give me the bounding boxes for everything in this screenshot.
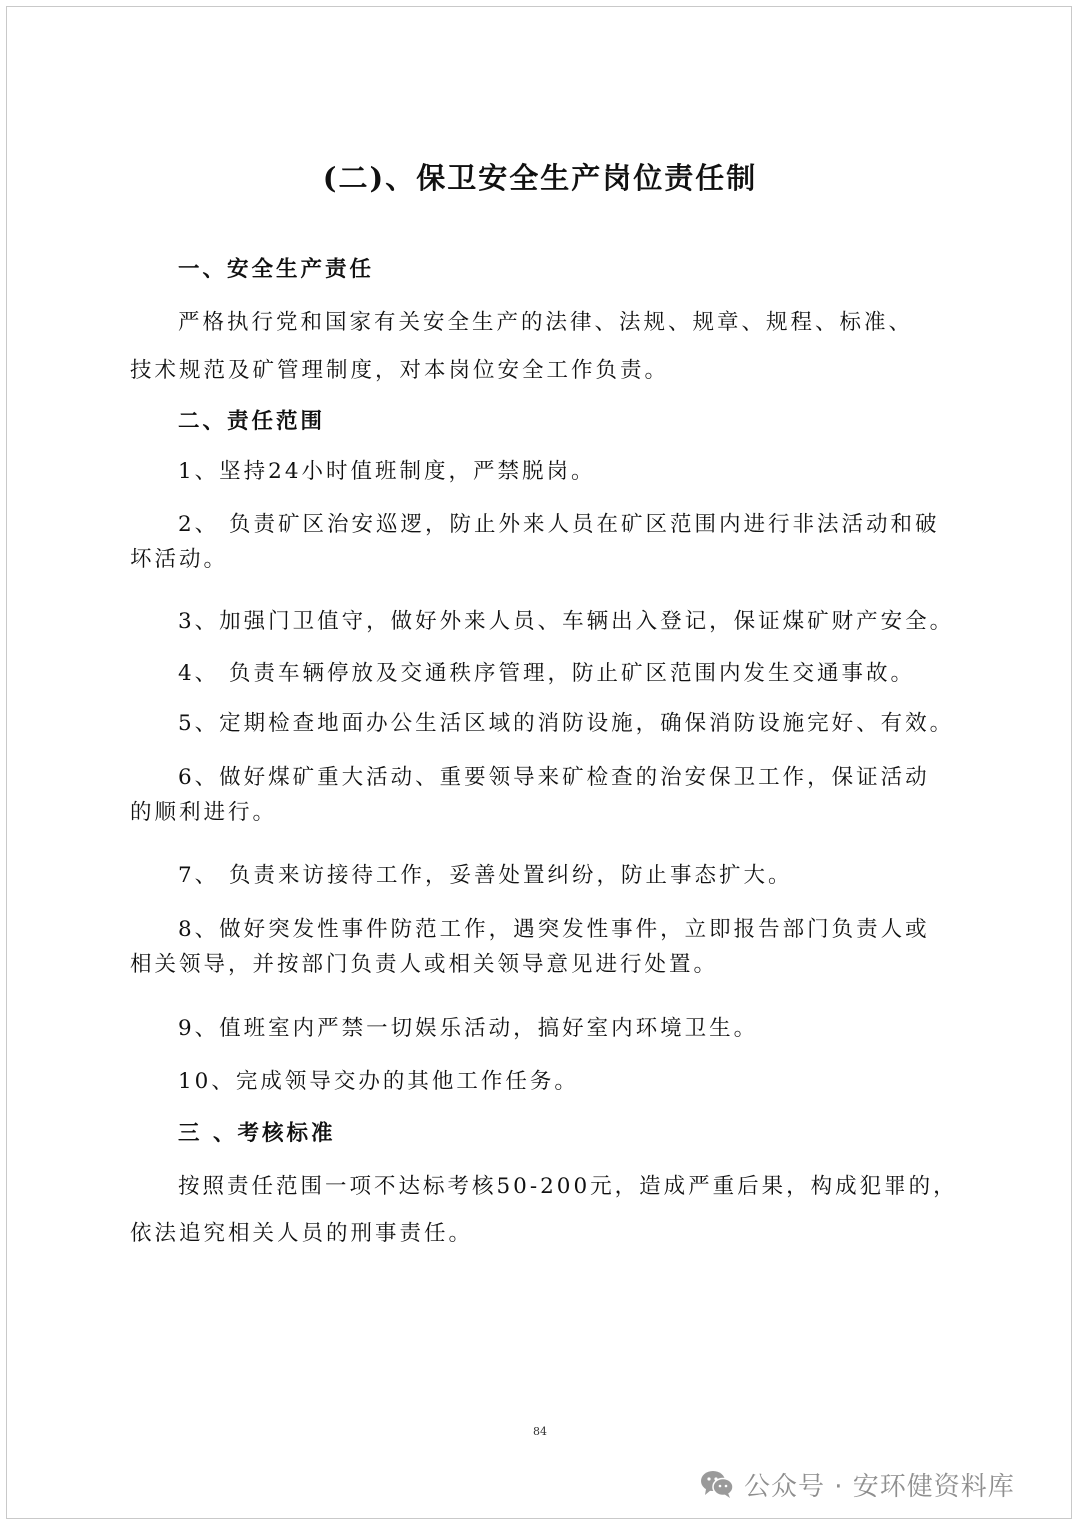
watermark	[700, 1464, 1015, 1504]
list-item-9: 9、值班室内严禁一切娱乐活动，搞好室内环境卫生。	[178, 1016, 759, 1041]
list-item-3: 3、加强门卫值守，做好外来人员、车辆出入登记，保证煤矿财产安全。	[178, 609, 955, 634]
watermark-text: 公众号 · 安环健资料库	[744, 1471, 1015, 1502]
page-number: 84	[533, 1425, 547, 1438]
section-3-paragraph-line-1: 按照责任范围一项不达标考核50-200元，造成严重后果，构成犯罪的，	[178, 1174, 958, 1199]
list-item-1: 1、坚持24小时值班制度，严禁脱岗。	[178, 459, 596, 484]
list-item-2-line-2: 坏活动。	[130, 547, 229, 572]
wechat-icon	[700, 1469, 734, 1499]
list-item-6-line-1: 6、做好煤矿重大活动、重要领导来矿检查的治安保卫工作，保证活动	[178, 765, 930, 790]
list-item-6-line-2: 的顺利进行。	[130, 800, 278, 825]
section-heading-2: 二、责任范围	[178, 409, 326, 434]
section-1-paragraph-line-1: 严格执行党和国家有关安全生产的法律、法规、规章、规程、标准、	[178, 310, 914, 335]
list-item-8-line-1: 8、做好突发性事件防范工作，遇突发性事件，立即报告部门负责人或	[178, 917, 930, 942]
section-1-paragraph-line-2: 技术规范及矿管理制度，对本岗位安全工作负责。	[130, 358, 670, 383]
document-title: (二)、保卫安全生产岗位责任制	[322, 161, 758, 195]
section-3-paragraph-line-2: 依法追究相关人员的刑事责任。	[130, 1221, 474, 1246]
list-item-4: 4、 负责车辆停放及交通秩序管理，防止矿区范围内发生交通事故。	[178, 661, 916, 686]
list-item-5: 5、定期检查地面办公生活区域的消防设施，确保消防设施完好、有效。	[178, 711, 955, 736]
section-heading-3: 三 、考核标准	[178, 1121, 336, 1146]
list-item-10: 10、完成领导交办的其他工作任务。	[178, 1069, 579, 1094]
list-item-8-line-2: 相关领导，并按部门负责人或相关领导意见进行处置。	[130, 952, 719, 977]
section-heading-1: 一、安全生产责任	[178, 257, 375, 282]
list-item-2-line-1: 2、 负责矿区治安巡逻，防止外来人员在矿区范围内进行非法活动和破	[178, 512, 940, 537]
list-item-7: 7、 负责来访接待工作，妥善处置纠纷，防止事态扩大。	[178, 863, 793, 888]
